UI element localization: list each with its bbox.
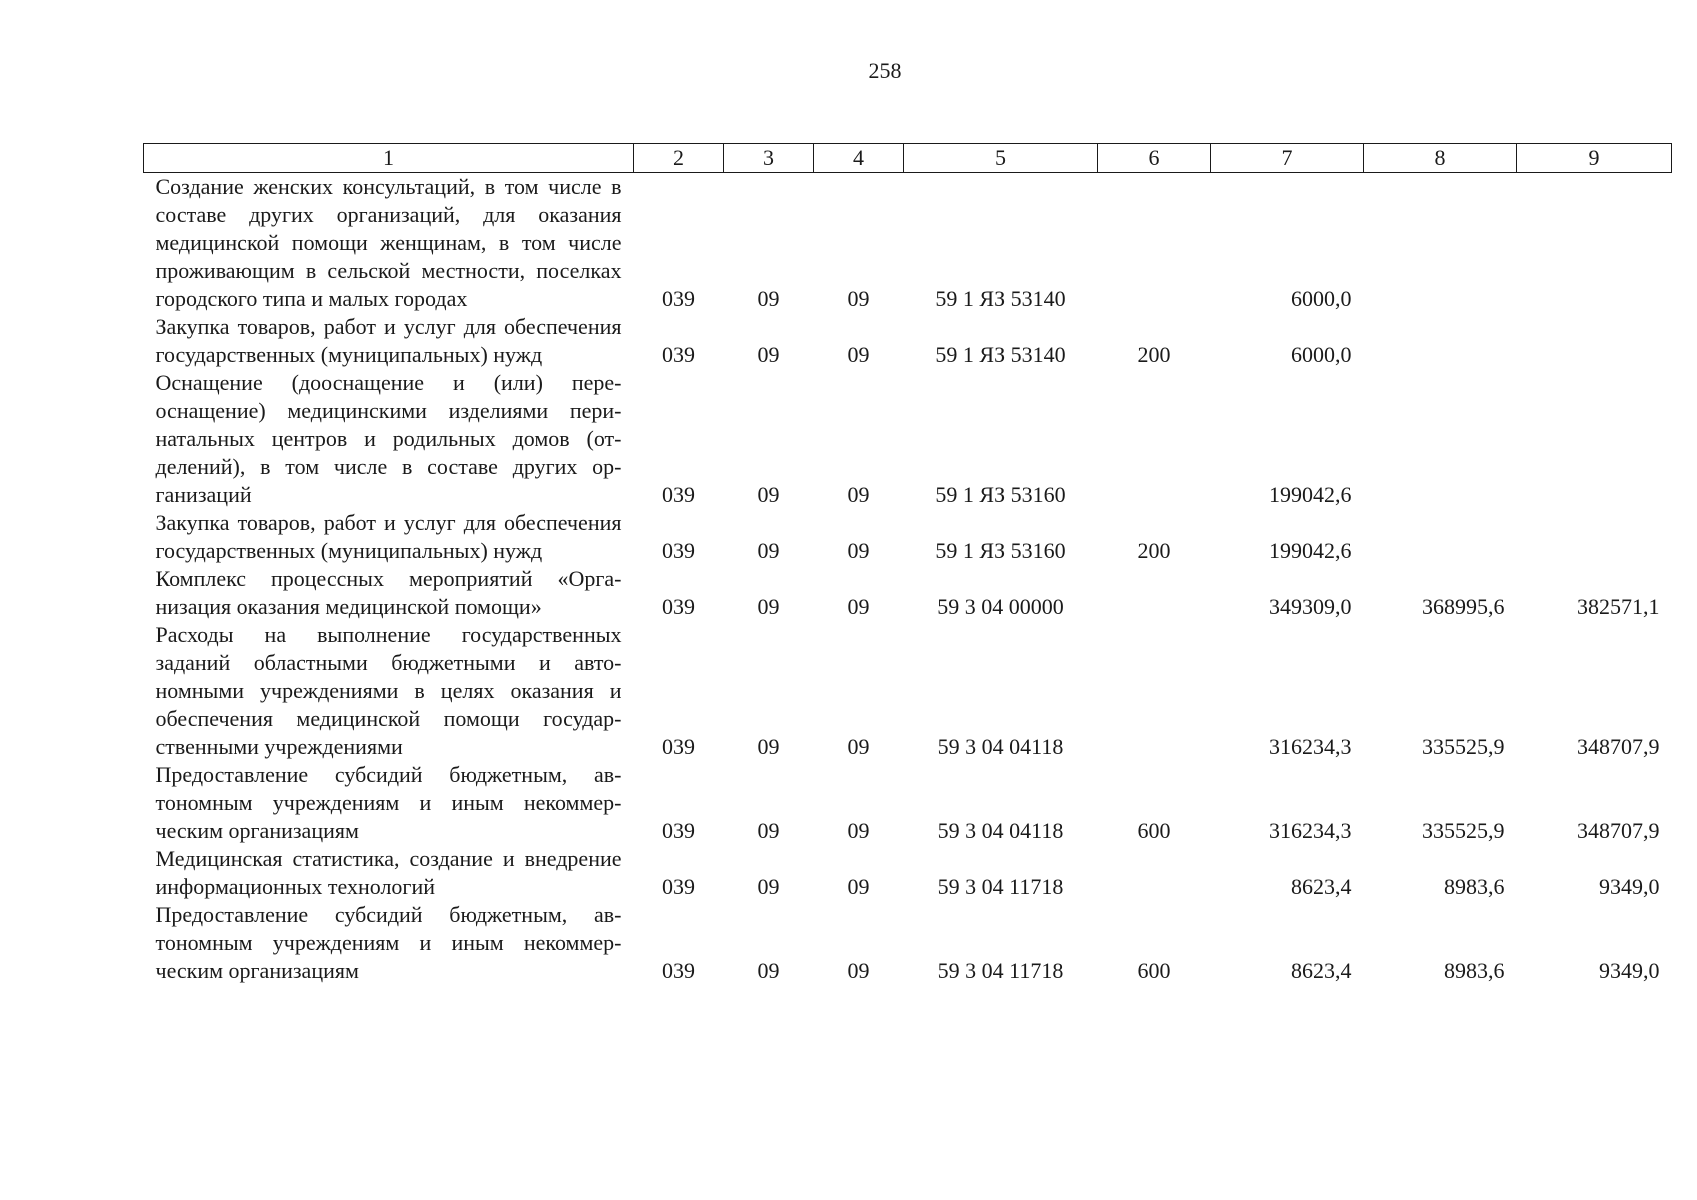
header-col-7: 7: [1211, 144, 1364, 173]
row-target-article: 59 3 04 04118: [937, 734, 1064, 759]
row-section: 09: [757, 286, 780, 311]
row-amount-col8: 335525,9: [1422, 818, 1505, 843]
row-target-article: 59 3 04 00000: [937, 594, 1064, 619]
row-target-article: 59 1 ЯЗ 53140: [935, 286, 1066, 311]
row-amount-col8: 335525,9: [1422, 734, 1505, 759]
table-row: [144, 509, 1672, 565]
row-amount-col8: [1364, 313, 1517, 369]
row-amount-col8: [1364, 173, 1517, 314]
header-col-1: 1: [144, 144, 634, 173]
row-section: 09: [757, 818, 780, 843]
row-subsection: 09: [847, 482, 870, 507]
header-col-6: 6: [1098, 144, 1211, 173]
row-target-article: 59 3 04 11718: [937, 958, 1064, 983]
header-col-4: 4: [814, 144, 904, 173]
row-ministry-code: 039: [662, 594, 695, 619]
row-expense-type: [1098, 845, 1211, 901]
table-body: [144, 173, 1672, 986]
table-row: [144, 565, 1672, 621]
row-amount-col7: 199042,6: [1269, 538, 1352, 563]
row-description: Закупка товаров, работ и услуг для обеспечения государственных (муниципальных) нужд: [155, 314, 622, 367]
row-subsection: 09: [847, 538, 870, 563]
row-description: Предоставление субсидий бюджетным, автономным учреждениям и иным некоммерческим организациям: [155, 762, 622, 843]
row-amount-col8: 368995,6: [1422, 594, 1505, 619]
row-ministry-code: 039: [662, 734, 695, 759]
row-section: 09: [757, 594, 780, 619]
row-amount-col9: [1517, 173, 1672, 314]
row-amount-col8: [1364, 369, 1517, 509]
table-row: [144, 845, 1672, 901]
table-row: [144, 369, 1672, 509]
row-amount-col7: 6000,0: [1291, 286, 1352, 311]
row-description: Расходы на выполнение государственных заданий областными бюджетными и автономными учреждениями в целях оказания и обеспечения медицинской помощи государственными учреждениями: [155, 622, 622, 759]
row-expense-type: [1098, 369, 1211, 509]
row-ministry-code: 039: [662, 286, 695, 311]
row-amount-col8: [1364, 509, 1517, 565]
budget-table: [143, 143, 1672, 985]
row-target-article: 59 3 04 04118: [937, 818, 1064, 843]
row-description: Создание женских консультаций, в том числе в составе других организаций, для оказания медицинской помощи женщинам, в том числе проживающим в сельской местности, поселках городского типа и малых городах: [155, 174, 622, 311]
row-section: 09: [757, 734, 780, 759]
row-expense-type: 600: [1137, 958, 1171, 983]
row-ministry-code: 039: [662, 342, 695, 367]
row-subsection: 09: [847, 342, 870, 367]
row-ministry-code: 039: [662, 818, 695, 843]
row-section: 09: [757, 538, 780, 563]
row-subsection: 09: [847, 958, 870, 983]
row-amount-col7: 316234,3: [1269, 734, 1352, 759]
row-amount-col8: 8983,6: [1444, 874, 1505, 899]
row-amount-col9: [1517, 369, 1672, 509]
row-amount-col7: 6000,0: [1291, 342, 1352, 367]
header-col-2: 2: [634, 144, 724, 173]
row-target-article: 59 1 ЯЗ 53140: [935, 342, 1066, 367]
table-header: [144, 144, 1672, 173]
row-expense-type: 200: [1137, 538, 1171, 563]
row-amount-col9: 348707,9: [1577, 818, 1660, 843]
row-expense-type: [1098, 621, 1211, 761]
row-description: Комплекс процессных мероприятий «Организация оказания медицинской помощи»: [155, 566, 622, 619]
header-col-9: 9: [1517, 144, 1672, 173]
row-amount-col7: 199042,6: [1269, 482, 1352, 507]
row-target-article: 59 1 ЯЗ 53160: [935, 538, 1066, 563]
row-ministry-code: 039: [662, 538, 695, 563]
row-section: 09: [757, 482, 780, 507]
row-expense-type: 600: [1137, 818, 1171, 843]
row-target-article: 59 3 04 11718: [937, 874, 1064, 899]
row-ministry-code: 039: [662, 958, 695, 983]
row-description: Закупка товаров, работ и услуг для обеспечения государственных (муниципальных) нужд: [155, 510, 622, 563]
page-number: 258: [868, 58, 902, 83]
row-amount-col8: 8983,6: [1444, 958, 1505, 983]
row-amount-col9: 9349,0: [1599, 958, 1660, 983]
row-amount-col9: [1517, 509, 1672, 565]
row-amount-col9: [1517, 313, 1672, 369]
header-col-5: 5: [904, 144, 1098, 173]
row-amount-col7: 349309,0: [1269, 594, 1352, 619]
row-description: Предоставление субсидий бюджетным, автономным учреждениям и иным некоммерческим организациям: [155, 902, 622, 983]
row-subsection: 09: [847, 734, 870, 759]
row-section: 09: [757, 342, 780, 367]
row-amount-col7: 316234,3: [1269, 818, 1352, 843]
row-expense-type: 200: [1137, 342, 1171, 367]
row-subsection: 09: [847, 874, 870, 899]
row-subsection: 09: [847, 594, 870, 619]
table-row: [144, 761, 1672, 845]
row-amount-col9: 348707,9: [1577, 734, 1660, 759]
row-expense-type: [1098, 173, 1211, 314]
row-target-article: 59 1 ЯЗ 53160: [935, 482, 1066, 507]
table-row: [144, 901, 1672, 985]
row-subsection: 09: [847, 286, 870, 311]
row-amount-col7: 8623,4: [1291, 958, 1352, 983]
row-amount-col7: 8623,4: [1291, 874, 1352, 899]
table-row: [144, 313, 1672, 369]
header-row: [144, 144, 1672, 173]
header-col-3: 3: [724, 144, 814, 173]
header-col-8: 8: [1364, 144, 1517, 173]
row-subsection: 09: [847, 818, 870, 843]
row-expense-type: [1098, 565, 1211, 621]
row-amount-col9: 9349,0: [1599, 874, 1660, 899]
table-row: [144, 621, 1672, 761]
row-description: Оснащение (дооснащение и (или) переоснащение) медицинскими изделиями перинатальных центров и родильных домов (отделений), в том числе в составе других организаций: [155, 370, 622, 507]
row-description: Медицинская статистика, создание и внедрение информационных технологий: [155, 846, 622, 899]
row-ministry-code: 039: [662, 874, 695, 899]
row-section: 09: [757, 958, 780, 983]
row-amount-col9: 382571,1: [1577, 594, 1660, 619]
row-ministry-code: 039: [662, 482, 695, 507]
row-section: 09: [757, 874, 780, 899]
table-row: [144, 173, 1672, 314]
